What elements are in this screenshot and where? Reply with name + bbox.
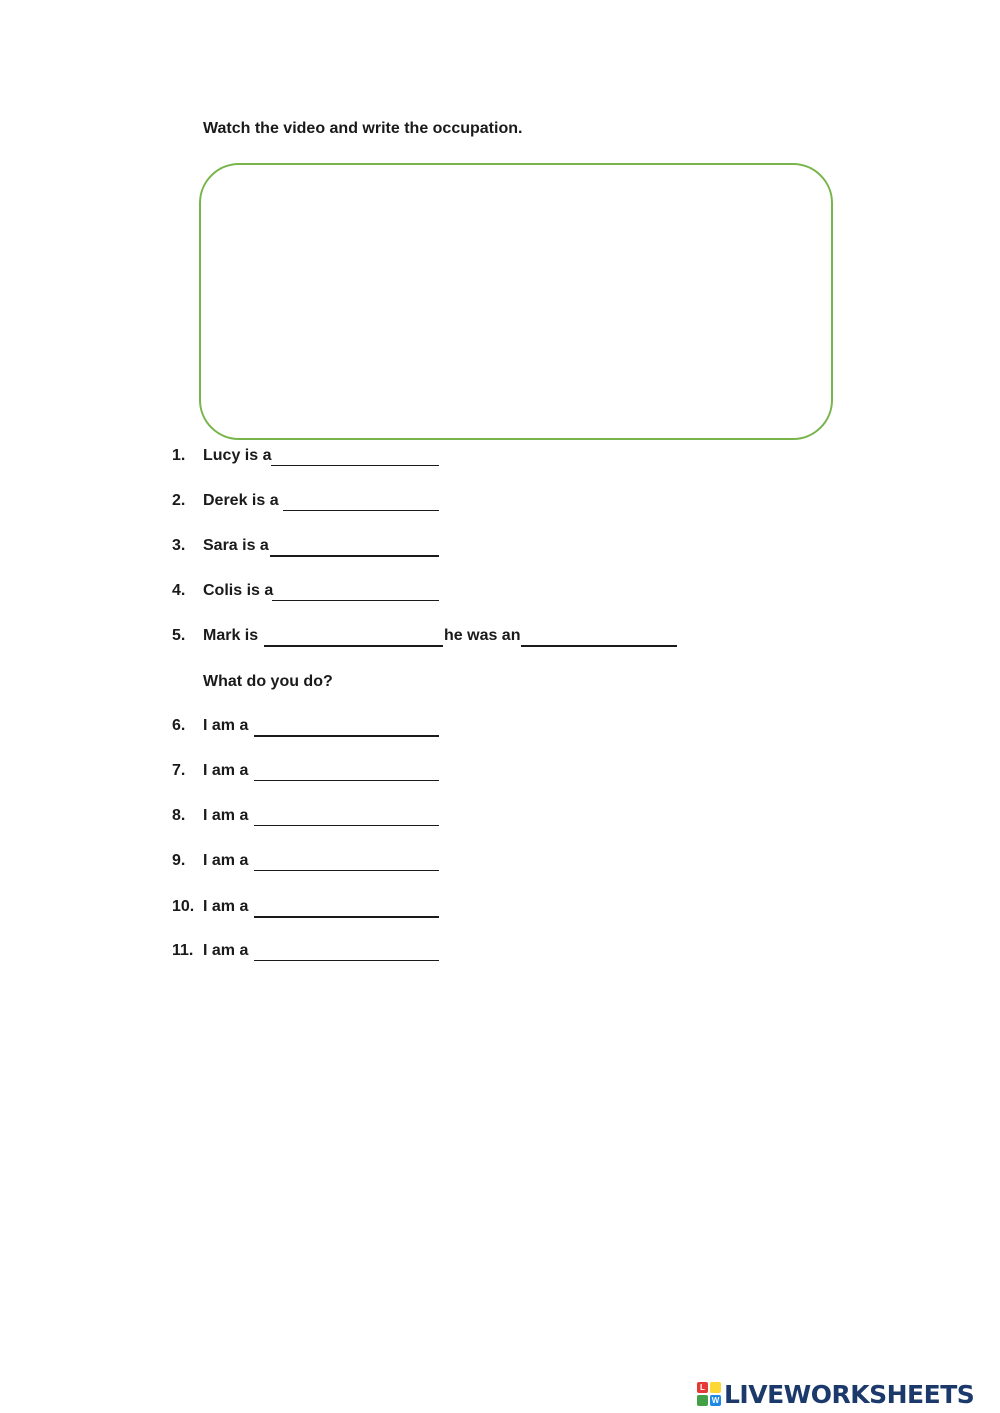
question-label: Mark is (203, 627, 259, 644)
answer-blank-2[interactable] (283, 510, 439, 511)
question-label: Lucy is a (203, 447, 272, 464)
question-number: 6. (172, 717, 186, 734)
answer-blank-4[interactable] (272, 600, 439, 601)
answer-blank-8[interactable] (254, 825, 439, 826)
instruction-heading: Watch the video and write the occupation. (203, 120, 523, 137)
question-label: I am a (203, 942, 249, 959)
logo-tile (697, 1395, 708, 1406)
answer-blank-1[interactable] (271, 465, 439, 466)
liveworksheets-logo (697, 1379, 974, 1409)
answer-blank-11[interactable] (254, 960, 439, 961)
answer-blank-6[interactable] (254, 735, 439, 737)
video-frame[interactable] (199, 163, 833, 440)
answer-blank-5a[interactable] (264, 645, 443, 647)
liveworksheets-logo-text: LIVEWORKSHEETS (724, 1379, 975, 1409)
question-number: 1. (172, 447, 186, 464)
answer-blank-7[interactable] (254, 780, 439, 781)
logo-tile (710, 1382, 721, 1393)
question-number: 8. (172, 807, 186, 824)
question-number: 3. (172, 537, 186, 554)
answer-blank-3[interactable] (270, 555, 439, 557)
question-middle-text: he was an (444, 627, 521, 644)
question-label: Sara is a (203, 537, 269, 554)
question-number: 5. (172, 627, 186, 644)
question-label: I am a (203, 762, 249, 779)
question-label: Derek is a (203, 492, 279, 509)
question-number: 9. (172, 852, 186, 869)
question-label: I am a (203, 717, 249, 734)
question-label: I am a (203, 852, 249, 869)
question-label: I am a (203, 898, 249, 915)
question-number: 10. (172, 898, 195, 915)
question-number: 2. (172, 492, 186, 509)
logo-tile-l: L (697, 1382, 708, 1393)
liveworksheets-logo-icon (697, 1382, 721, 1406)
question-label: I am a (203, 807, 249, 824)
answer-blank-10[interactable] (254, 916, 439, 918)
question-label: Colis is a (203, 582, 274, 599)
answer-blank-9[interactable] (254, 870, 439, 871)
answer-blank-5b[interactable] (521, 645, 677, 647)
question-number: 4. (172, 582, 186, 599)
question-number: 11. (172, 942, 194, 959)
question-number: 7. (172, 762, 186, 779)
section-subheading: What do you do? (203, 673, 333, 690)
logo-tile-w: W (711, 1396, 720, 1405)
